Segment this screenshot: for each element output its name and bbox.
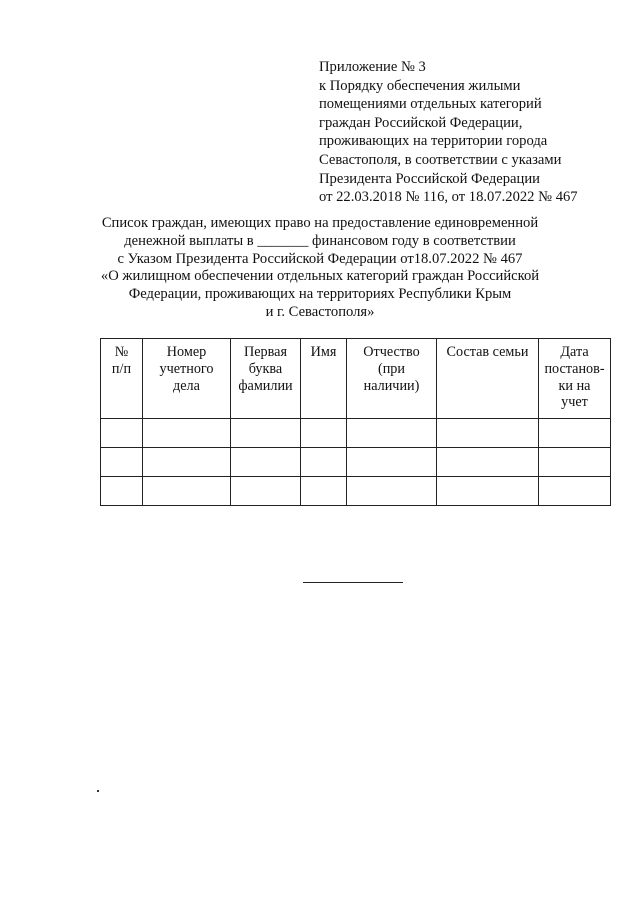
end-of-document-line (303, 582, 403, 583)
table-cell (143, 419, 231, 448)
header-number: № п/п (101, 339, 143, 419)
table-cell (539, 419, 611, 448)
title-line: и г. Севастополя» (265, 303, 375, 320)
table-cell (347, 419, 437, 448)
table-row (101, 448, 611, 477)
appendix-line: помещениями отдельных категорий (319, 96, 542, 113)
header-registration-date: Дата постанов- ки на учет (539, 339, 611, 419)
title-line: денежной выплаты в _______ финансовом году в соответствии (124, 232, 516, 249)
appendix-line: проживающих на территории города (319, 133, 548, 150)
table-row (101, 419, 611, 448)
table-cell (231, 477, 301, 506)
title-line: «О жилищном обеспечении отдельных категорий граждан Российской (100, 268, 540, 285)
appendix-line: к Порядку обеспечения жилыми (319, 77, 521, 94)
table-cell (301, 419, 347, 448)
table-cell (437, 448, 539, 477)
table-cell (101, 448, 143, 477)
header-family-composition: Состав семьи (437, 339, 539, 419)
appendix-line: Севастополя, в соответствии с указами (319, 151, 562, 168)
header-first-name: Имя (301, 339, 347, 419)
table-header-row (101, 339, 611, 419)
table-cell (437, 477, 539, 506)
appendix-line: Приложение № 3 (319, 59, 426, 75)
table-cell (101, 419, 143, 448)
title-line: с Указом Президента Российской Федерации от18.07.2022 № 467 (117, 250, 523, 267)
table-cell (539, 448, 611, 477)
table-cell (143, 477, 231, 506)
table-cell (301, 448, 347, 477)
table-cell (347, 477, 437, 506)
header-surname-initial: Первая буква фамилии (231, 339, 301, 419)
table-cell (143, 448, 231, 477)
title-line: Список граждан, имеющих право на предоставление единовременной (101, 215, 539, 231)
document-title (60, 215, 580, 322)
table-cell (347, 448, 437, 477)
table-cell (301, 477, 347, 506)
table-cell (231, 419, 301, 448)
appendix-line: Президента Российской Федерации (319, 170, 540, 187)
appendix-header (319, 58, 619, 207)
appendix-line: граждан Российской Федерации, (319, 114, 523, 131)
header-patronymic: Отчество (при наличии) (347, 339, 437, 419)
appendix-line: от 22.03.2018 № 116, от 18.07.2022 № 467 (319, 189, 578, 206)
header-case-number: Номер учетного дела (143, 339, 231, 419)
table-row (101, 477, 611, 506)
title-line: Федерации, проживающих на территориях Республики Крым (128, 286, 512, 303)
table-cell (437, 419, 539, 448)
table-cell (101, 477, 143, 506)
table-cell (231, 448, 301, 477)
citizens-table (100, 338, 611, 506)
scan-speck (97, 790, 99, 792)
table-cell (539, 477, 611, 506)
